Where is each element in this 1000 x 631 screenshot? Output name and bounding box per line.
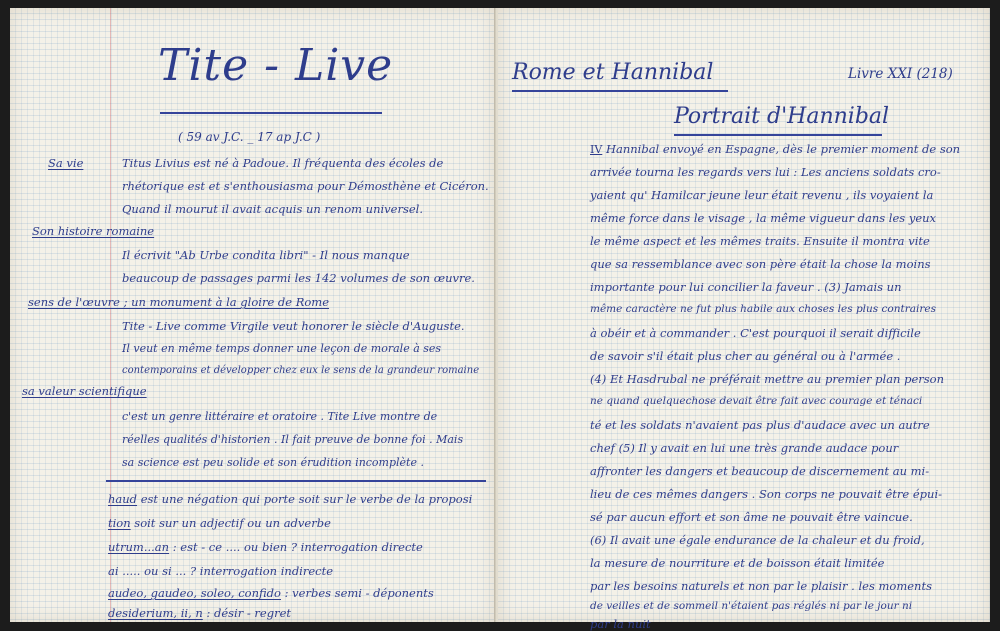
notebook-right-page <box>498 8 990 631</box>
text-line: rhétorique est et s'enthousiasma pour Démosthène et Cicéron. <box>122 179 489 193</box>
text-line-content: Hannibal envoyé en Espagne, dès le premier moment de son <box>605 142 961 156</box>
text-line: de savoir s'il était plus cher au général ou à l'armée . <box>590 349 901 363</box>
text-line: réelles qualités d'historien . Il fait preuve de bonne foi . Mais <box>122 433 464 446</box>
text-line: Titus Livius est né à Padoue. Il fréquenta des écoles de <box>122 156 444 170</box>
grammar-text: soit sur un adjectif ou un adverbe <box>134 516 331 530</box>
text-line: Tite - Live comme Virgile veut honorer le siècle d'Auguste. <box>122 319 465 333</box>
text-line: (4) Et Hasdrubal ne préférait mettre au premier plan person <box>590 372 945 386</box>
section-mark: IV <box>590 143 603 156</box>
grammar-term: utrum...an <box>108 540 170 554</box>
grammar-note <box>108 540 423 554</box>
grammar-text: : verbes semi - déponents <box>284 586 434 600</box>
text-line: ne quand quelquechose devait être fait avec courage et ténaci <box>590 395 923 407</box>
text-line: arrivée tourna les regards vers lui : Les anciens soldats cro- <box>590 165 941 179</box>
text-line: de veilles et de sommeil n'étaient pas réglés ni par le jour ni <box>590 600 913 612</box>
text-line: même force dans le visage , la même vigueur dans les yeux <box>590 211 937 225</box>
grammar-note <box>108 606 291 620</box>
text-line: lieu de ces mêmes dangers . Son corps ne pouvait être épui- <box>590 487 943 501</box>
grammar-note <box>108 586 434 600</box>
text-line: contemporains et développer chez eux le sens de la grandeur romaine <box>122 365 480 376</box>
grammar-term: desiderium, ii, n <box>108 606 203 620</box>
grammar-note <box>108 564 333 578</box>
page-title: Rome et Hannibal <box>512 60 714 85</box>
book-reference: Livre XXI (218) <box>848 66 953 82</box>
notebook-left-page <box>10 8 495 622</box>
grammar-term: audeo, gaudeo, soleo, confido <box>108 586 281 600</box>
grammar-term: ai ..... ou si ... ? <box>108 564 197 578</box>
subtitle-underline <box>674 134 882 136</box>
section-label-life: Sa vie <box>48 156 84 170</box>
grammar-text: est une négation qui porte soit sur le verbe de la proposi <box>140 492 473 506</box>
author-dates: ( 59 av J.C. _ 17 ap J.C ) <box>178 130 321 144</box>
text-line: par la nuit <box>590 617 651 631</box>
text-line: Il écrivit "Ab Urbe condita libri" - Il nous manque <box>122 248 410 262</box>
text-line: (6) Il avait une égale endurance de la chaleur et du froid, <box>590 533 925 547</box>
text-line: affronter les dangers et beaucoup de discernement au mi- <box>590 464 930 478</box>
text-line: le même aspect et les mêmes traits. Ensuite il montra vite <box>590 234 930 248</box>
text-line <box>590 142 960 156</box>
text-line: importante pour lui concilier la faveur . (3) Jamais un <box>590 280 902 294</box>
section-label-history: Son histoire romaine <box>32 224 155 238</box>
text-line: sé par aucun effort et son âme ne pouvait être vaincue. <box>590 510 913 524</box>
title-underline <box>160 112 382 114</box>
section-label-meaning: sens de l'œuvre ; un monument à la gloire de Rome <box>28 295 330 309</box>
separator-line <box>106 480 486 482</box>
title-underline <box>512 90 728 92</box>
grammar-note <box>108 492 472 506</box>
text-line: c'est un genre littéraire et oratoire . Tite Live montre de <box>122 410 438 423</box>
text-line: té et les soldats n'avaient pas plus d'audace avec un autre <box>590 418 930 432</box>
text-line: la mesure de nourriture et de boisson était limitée <box>590 556 885 570</box>
text-line: sa science est peu solide et son érudition incomplète . <box>122 456 424 469</box>
page-title: Tite - Live <box>158 40 394 91</box>
text-line: par les besoins naturels et non par le plaisir . les moments <box>590 579 932 593</box>
text-line: que sa ressemblance avec son père était la chose la moins <box>590 257 931 271</box>
grammar-text: : désir - regret <box>206 606 292 620</box>
page-subtitle: Portrait d'Hannibal <box>674 104 890 129</box>
grammar-term: haud <box>108 492 138 506</box>
text-line: même caractère ne fut plus habile aux choses les plus contraires <box>590 303 936 315</box>
grammar-text: : est - ce .... ou bien ? interrogation directe <box>172 540 423 554</box>
text-line: Il veut en même temps donner une leçon de morale à ses <box>122 342 442 355</box>
section-label-value: sa valeur scientifique <box>22 384 147 398</box>
grammar-term: tion <box>108 516 131 530</box>
text-line: beaucoup de passages parmi les 142 volumes de son œuvre. <box>122 271 475 285</box>
text-line: yaient qu' Hamilcar jeune leur était revenu , ils voyaient la <box>590 188 934 202</box>
grammar-note <box>108 516 331 530</box>
text-line: Quand il mourut il avait acquis un renom universel. <box>122 202 424 216</box>
text-line: chef (5) Il y avait en lui une très grande audace pour <box>590 441 899 455</box>
text-line: à obéir et à commander . C'est pourquoi il serait difficile <box>590 326 921 340</box>
grammar-text: interrogation indirecte <box>199 564 334 578</box>
